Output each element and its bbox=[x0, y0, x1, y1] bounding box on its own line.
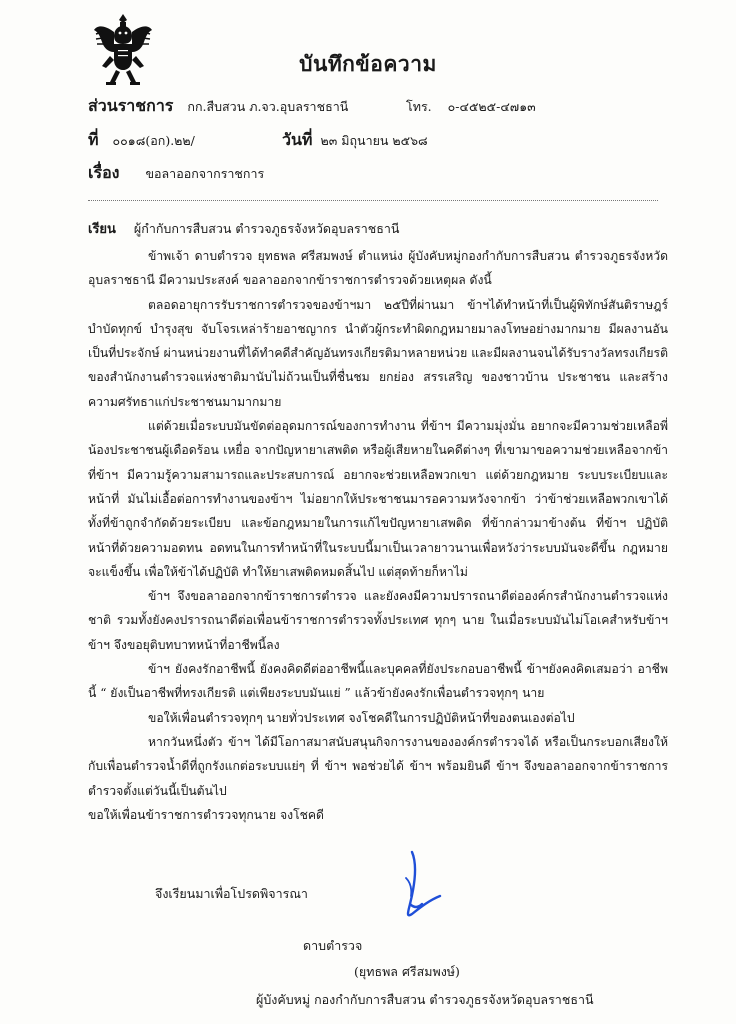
phone-label: โทร. bbox=[406, 99, 432, 114]
document-title: บันทึกข้อความ bbox=[299, 51, 437, 76]
paragraph-farewell: ขอให้เพื่อนข้าราชการตำรวจทุกนาย จงโชคดี bbox=[88, 807, 324, 822]
addressee-value: ผู้กำกับการสืบสวน ตำรวจภูธรจังหวัดอุบลราชธานี bbox=[133, 221, 400, 236]
agency-label: ส่วนราชการ bbox=[88, 96, 174, 115]
signer-rank: ดาบตำรวจ bbox=[303, 938, 363, 953]
handwritten-signature bbox=[392, 848, 448, 930]
paragraph-future-support: หากวันหนึ่งตัว ข้าฯ ได้มีโอกาสมาสนับสนุนกิจการงานขององค์กรตำรวจได้ หรือเป็นกระบอกเสียงให้กับเพื่อนตำรวจน้ำดีที่ถูกรังแกต่อระบบแย่ๆ ที่ ข้าฯ พอช่วยได้ ข้าฯ พร้อมยินดี ข้าฯ จึงขอลาออกจากข้าราชการตำรวจตั้งแต่วันนี้เป็นต้นไป bbox=[88, 734, 668, 798]
subject-value: ขอลาออกจากราชการ bbox=[145, 166, 265, 181]
subject-row bbox=[88, 161, 264, 186]
phone-row bbox=[406, 97, 536, 117]
paragraph-resignation: ข้าฯ จึงขอลาออกจากข้าราชการตำรวจ และยังคงมีความปรารถนาดีต่อองค์กรสำนักงานตำรวจแห่งชาติ รวมทั้งยังคงปรารถนาดีต่อเพื่อนข้าราชการตำรวจทั้งประเทศ ทุกๆ นาย ในเมื่อระบบมันไม่โอเคสำหรับข้าฯ ข้าฯ จึงขอยุติบทบาทหน้าที่อาชีพนี้ลง bbox=[88, 589, 668, 652]
closing-request: จึงเรียนมาเพื่อโปรดพิจารณา bbox=[155, 886, 308, 901]
paragraph-reason: แต่ด้วยเมื่อระบบมันขัดต่ออุดมการณ์ของการทำงาน ที่ข้าฯ มีความมุ่งมั่น อยากจะมีความช่วยเหลือพี่น้องประชาชนผู้เดือดร้อน เหยื่อ จากปัญหายาเสพติด หรือผู้เสียหายในคดีต่างๆ ที่เขามาขอความช่วยเหลือจากข้า ที่ข้าฯ มีความรู้ความสามารถและประสบการณ์ อยากจะช่วยเหลือพวกเขา แต่ด้วยกฎหมาย ระบบระเบียบและหน้าที่ มันไม่เอื้อต่อการทำงานของข้าฯ ไม่อยากให้ประชาชนมารอความหวังจากข้า ว่าข้าช่วยเหลือพวกเขาได้ทั้งที่ข้าถูกจำกัดด้วยระเบียบ และข้อกฎหมายในการแก้ไขปัญหายาเสพติด ที่ข้ากล่าวมาข้างต้น ที่ข้าฯ ปฏิบัติหน้าที่ด้วยความอดทน อดทนในการทำหน้าที่ในระบบนี้มาเป็นเวลายาวนานเพื่อหวังว่าระบบมันจะดีขึ้น กฎหมายจะแข็งขึ้น เพื่อให้ข้าได้ปฏิบัติ ทำให้ยาเสพติดหมดสิ้นไป แต่สุดท้ายก็หาไม่ bbox=[88, 419, 668, 579]
signer-full-name: (ยุทธพล ศรีสมพงษ์) bbox=[354, 964, 460, 979]
date-row bbox=[282, 128, 428, 153]
date-label: วันที่ bbox=[282, 130, 313, 149]
paragraph-love-of-profession: ข้าฯ ยังคงรักอาชีพนี้ ยังคงคิดดีต่ออาชีพนี้และบุคคลที่ยังประกอบอาชีพนี้ ข้าฯยังคงคิดเสมอว่า อาชีพนี้ “ ยังเป็นอาชีพที่ทรงเกียรติ แต่เพียงระบบมันแย่ ” แล้วข้ายังคงรักเพื่อนตำรวจทุกๆ นาย bbox=[88, 662, 668, 701]
subject-label: เรื่อง bbox=[88, 163, 120, 182]
agency-value: กก.สืบสวน ภ.จว.อุบลราชธานี bbox=[187, 99, 349, 114]
phone-value: ๐-๔๕๒๕-๔๗๑๓ bbox=[447, 99, 536, 114]
memo-body bbox=[88, 244, 668, 827]
addressee-row bbox=[88, 218, 399, 239]
paragraph-wish-colleagues: ขอให้เพื่อนตำรวจทุกๆ นายทั่วประเทศ จงโชคดีในการปฏิบัติหน้าที่ของตนเองต่อไป bbox=[148, 710, 575, 725]
paragraph-intro: ข้าพเจ้า ดาบตำรวจ ยุทธพล ศรีสมพงษ์ ตำแหน่ง ผู้บังคับหมู่กองกำกับการสืบสวน ตำรวจภูธรจังหวัดอุบลราชธานี มีความประสงค์ ขอลาออกจากข้าราชการตำรวจด้วยเหตุผล ดังนี้ bbox=[88, 249, 668, 288]
agency-row bbox=[88, 94, 348, 119]
doc-number-value: ๐๐๑๘(อก).๒๒/ bbox=[112, 133, 195, 148]
paragraph-career: ตลอดอายุการรับราชการตำรวจของข้าฯมา ๒๕ปีที่ผ่านมา ข้าฯได้ทำหน้าที่เป็นผู้พิทักษ์สันติราษฎร์ บำบัดทุกข์ บำรุงสุข จับโจรเหล่าร้ายอาชญากร นำตัวผู้กระทำผิดกฎหมายมาลงโทษอย่างมากมาย มีผลงานอันเป็นที่ประจักษ์ ผ่านหน่วยงานที่ได้ทำคดีสำคัญอันทรงเกียรติมาหลายหน่วย และมีผลงานจนได้รับรางวัลทรงเกียรติของสำนักงานตำรวจแห่งชาติมานับไม่ถ้วนเป็นที่ชื่นชม ยกย่อง สรรเสริญ ของชาวบ้าน ประชาชน และสร้างความศรัทธาแก่ประชาชนมามากมาย bbox=[88, 297, 668, 409]
doc-number-row bbox=[88, 128, 195, 153]
signer-position: ผู้บังคับหมู่ กองกำกับการสืบสวน ตำรวจภูธรจังหวัดอุบลราชธานี bbox=[256, 992, 594, 1007]
header-divider bbox=[88, 200, 658, 201]
addressee-label: เรียน bbox=[88, 222, 116, 237]
date-value: ๒๓ มิถุนายน ๒๕๖๘ bbox=[320, 133, 428, 148]
doc-number-label: ที่ bbox=[88, 130, 99, 149]
